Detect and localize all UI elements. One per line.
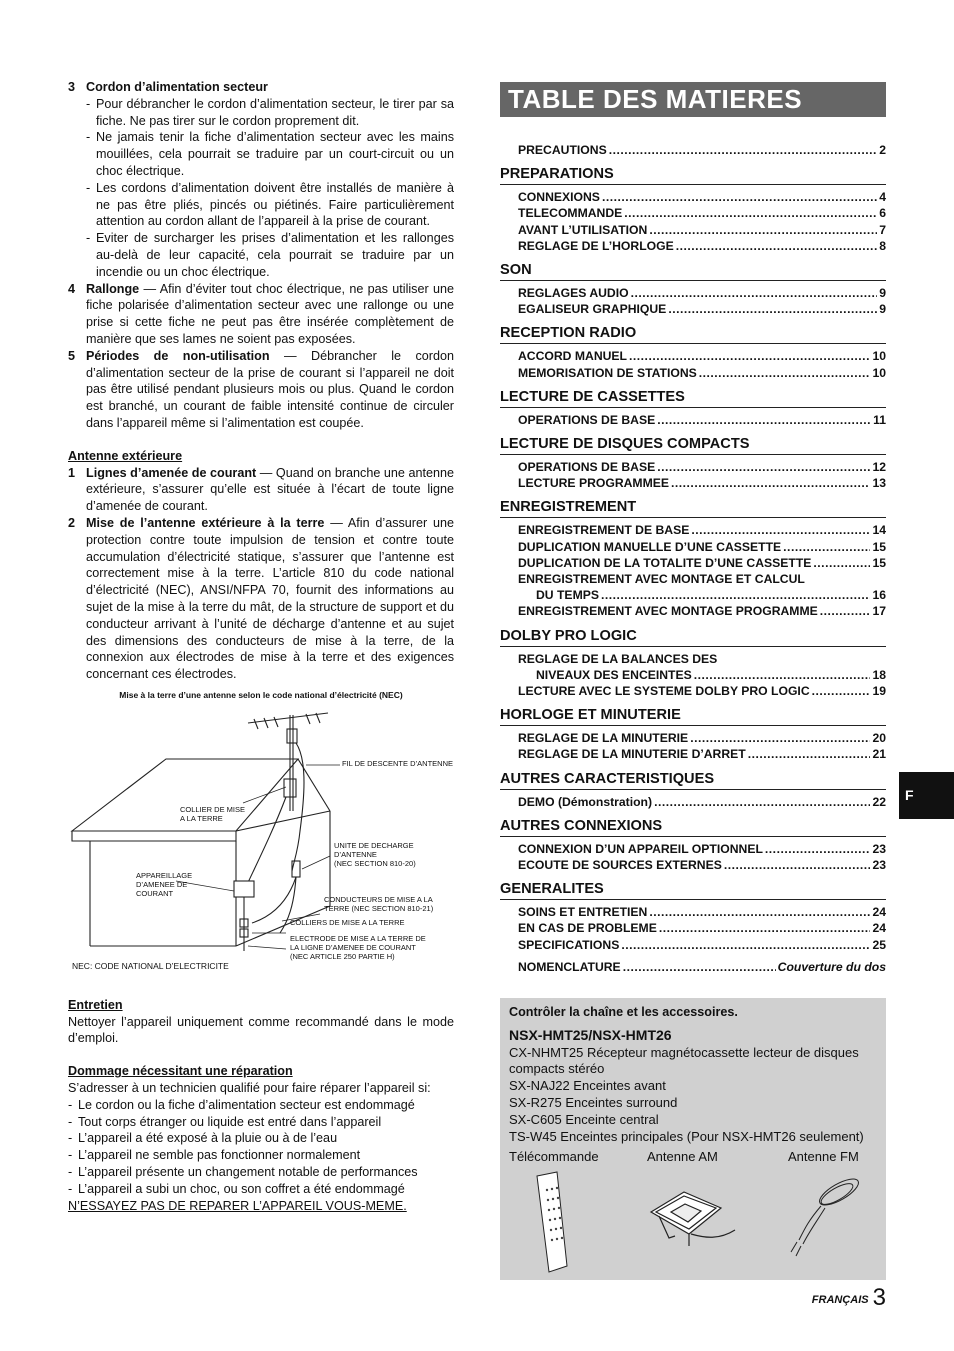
antenne-item-2: 2 Mise de l’antenne extérieure à la terre — Afin d’assurer une protection contre toute impulsion de tension et contre toute accumulation d’électricité statique, s’assurer que l’antenne est correctement mise à la terre. L’article 810 du code national d’électricité (NEC), ANSI/NFPA 70, fournit des informations au sujet de la mise à la terre du mât, de la structure de support et du conducteur arrivant à l’unité de décharge d’antenne et au sujet des dimensions des conducteurs de mise à la terre, de la connexion aux électrodes de mise à la terre et des exigences concernant ces électrodes. (68, 515, 454, 682)
toc-entry[interactable] (500, 365, 886, 381)
accessory-item: SX-R275 Enceintes surround (509, 1094, 678, 1110)
accessory-labels (509, 1149, 877, 1166)
label-appareillage: APPAREILLAGE D’AMENEE DE COURANT (136, 870, 193, 898)
accessories-box (500, 998, 886, 1280)
model-name: NSX-HMT25/NSX-HMT26 (509, 1026, 672, 1043)
toc-entry-page: 13 (872, 476, 886, 491)
toc-entry[interactable] (500, 539, 886, 555)
toc-entry-label: CONNEXIONS (518, 190, 600, 205)
label-antenne-am: Antenne AM (647, 1149, 718, 1165)
toc-entry[interactable] (500, 730, 886, 746)
toc-entry-label: EGALISEUR GRAPHIQUE (518, 302, 667, 317)
toc-entry-page: 6 (879, 206, 886, 221)
toc-entry-precautions[interactable]: PRECAUTIONS ..... 2 (500, 142, 886, 158)
toc-section-heading: LECTURE DE CASSETTES (500, 388, 886, 408)
toc-entry-label: LECTURE PROGRAMMEE (518, 476, 669, 491)
toc-entry-page: 15 (872, 555, 886, 570)
dommage-bullet (68, 1130, 454, 1147)
toc-entry-label: OPERATIONS DE BASE (518, 412, 656, 427)
label-antenne-fm: Antenne FM (788, 1149, 859, 1165)
accessory-item: TS-W45 Enceintes principales (Pour NSX-HMT26 seulement) (509, 1128, 864, 1144)
label-fil-descente: FIL DE DESCENTE D’ANTENNE (342, 758, 453, 768)
toc-section-heading: AUTRES CARACTERISTIQUES (500, 770, 886, 790)
toc-entry-page: 22 (872, 794, 886, 809)
toc-entry-page: 19 (872, 684, 886, 699)
toc-entry[interactable] (500, 794, 886, 810)
toc-entry-label: ENREGISTREMENT DE BASE (518, 523, 690, 538)
toc-entry-page: 15 (872, 539, 886, 554)
bullet-dash: - (68, 1114, 73, 1129)
bullet-text: L’appareil a subi un choc, ou son coffret a été endommagé (78, 1181, 405, 1196)
language-tab[interactable]: F (899, 772, 954, 819)
bullet-text: Le cordon ou la fiche d’alimentation secteur est endommagé (78, 1097, 415, 1112)
toc-entry-page: 8 (879, 238, 886, 253)
bullet-text: Ne jamais tenir la fiche d’alimentation secteur avec les mains mouillées, cela pourrait se traduire par un court-circuit ou un choc électrique. (96, 130, 454, 178)
bullet-dash: - (68, 1148, 73, 1163)
toc-entry-label: ENREGISTREMENT AVEC MONTAGE ET CALCUL (518, 572, 805, 587)
bullet-dash: - (68, 1097, 73, 1112)
item-5: 5 Périodes de non-utilisation — Débrancher le cordon d’alimentation secteur de la prise de courant si l’appareil ne doit pas être utilisé pendant plusieurs mois ou plus. Quand le cordon est branché, un courant de faible intensité continue de circuler dans l’appareil même si l’alimentation est coupée. (68, 348, 455, 430)
toc-entry[interactable] (500, 857, 886, 873)
toc-entry[interactable] (500, 412, 886, 428)
bullet-text: L’appareil a été exposé à la pluie ou à de l’eau (78, 1131, 338, 1146)
label-telecommande: Télécommande (509, 1149, 599, 1165)
toc-entry-label: OPERATIONS DE BASE (518, 460, 656, 475)
toc-entry-page: 16 (872, 588, 886, 603)
dommage-warning: N’ESSAYEZ PAS DE REPARER L’APPAREIL VOUS-MEME. (68, 1198, 407, 1213)
bullet-dash: - (86, 96, 91, 111)
antenna-grounding-figure (68, 689, 454, 989)
left-column (68, 79, 454, 1214)
toc-sections (500, 165, 886, 953)
toc-entry[interactable] (500, 603, 886, 619)
toc-entry[interactable] (500, 189, 886, 205)
toc-entry-page: 14 (872, 523, 886, 538)
label-conducteurs: CONDUCTEURS DE MISE A LA TERRE (NEC SECTION 810-21) (324, 894, 434, 913)
bullet-dash: - (68, 1131, 73, 1146)
accessory-item: SX-C605 Enceinte central (509, 1111, 659, 1127)
toc-entry-label: SOINS ET ENTRETIEN (518, 905, 648, 920)
toc-section-heading: RECEPTION RADIO (500, 324, 886, 344)
toc-entry-label: REGLAGE DE LA MINUTERIE (518, 731, 689, 746)
bullet-dash: - (86, 130, 91, 145)
toc-entry-page: 17 (872, 604, 886, 619)
toc-entry[interactable] (500, 348, 886, 364)
toc-entry-page: 18 (872, 667, 886, 682)
bullet-dash: - (68, 1165, 73, 1180)
toc-entry-page: 7 (879, 222, 886, 237)
toc-entry-label: DUPLICATION DE LA TOTALITE D’UNE CASSETTE (518, 555, 812, 570)
toc-entry-label: LECTURE AVEC LE SYSTEME DOLBY PRO LOGIC (518, 684, 810, 699)
toc-entry-label: CONNEXION D’UN APPAREIL OPTIONNEL (518, 841, 763, 856)
toc-entry-page: 23 (872, 841, 886, 856)
toc-entry-page: 11 (873, 412, 886, 427)
toc-section-heading: ENREGISTREMENT (500, 498, 886, 518)
toc-entry[interactable] (500, 222, 886, 238)
toc-entry-page: 25 (872, 937, 886, 952)
toc-entry[interactable] (500, 475, 886, 491)
toc-entry[interactable] (500, 904, 886, 920)
bullet-dash: - (86, 231, 91, 246)
dommage-intro: S’adresser à un technicien qualifié pour faire réparer l’appareil si: (68, 1081, 431, 1096)
toc-entry[interactable] (500, 522, 886, 538)
toc-entry[interactable] (500, 746, 886, 762)
toc-entry[interactable] (500, 205, 886, 221)
toc-entry-label: REGLAGE DE L’HORLOGE (518, 238, 674, 253)
footer-language: FRANÇAIS (811, 1294, 869, 1306)
dommage-bullet (68, 1181, 454, 1198)
label-collier: COLLIER DE MISE A LA TERRE (180, 804, 246, 823)
dommage-heading: Dommage nécessitant une réparation (68, 1064, 293, 1079)
toc-column (500, 82, 886, 975)
toc-entry[interactable] (500, 587, 886, 603)
figure-caption: Mise à la terre d’une antenne selon le code national d’électricité (NEC) (119, 689, 403, 700)
toc-entry-label: ACCORD MANUEL (518, 349, 628, 364)
item-3-bullet (86, 180, 454, 230)
toc-entry-label: ECOUTE DE SOURCES EXTERNES (518, 858, 722, 873)
bullet-text: Pour débrancher le cordon d’alimentation secteur, le tirer par sa fiche. Ne pas tirer sur le cordon proprement dit. (96, 96, 454, 128)
bullet-text: L’appareil ne semble pas fonctionner normalement (78, 1148, 361, 1163)
toc-entry-page: 9 (879, 302, 886, 317)
toc-entry-label: REGLAGE DE LA BALANCES DES (518, 651, 718, 666)
accessory-illustrations (509, 1168, 877, 1278)
toc-entry-label: DUPLICATION MANUELLE D’UNE CASSETTE (518, 539, 782, 554)
dommage-bullets (68, 1097, 454, 1198)
toc-entry[interactable] (500, 459, 886, 475)
toc-entry-page: 20 (872, 731, 886, 746)
toc-entry-line1[interactable] (500, 571, 886, 587)
toc-entry[interactable] (500, 683, 886, 699)
toc-entry-line1[interactable] (500, 651, 886, 667)
dommage-bullet (68, 1114, 454, 1131)
toc-entry[interactable] (500, 301, 886, 317)
label-colliers: COLLIERS DE MISE A LA TERRE (290, 917, 405, 927)
fm-antenna-icon (791, 1174, 862, 1256)
item-3-title: Cordon d’alimentation secteur (86, 80, 268, 94)
toc-entry-page: 23 (872, 858, 886, 873)
toc-entry[interactable] (500, 285, 886, 301)
dommage-bullet (68, 1097, 454, 1114)
toc-entry[interactable] (500, 667, 886, 683)
remote-control-icon (537, 1172, 567, 1272)
item-3-bullets (86, 96, 454, 281)
bullet-text: Eviter de surcharger les prises d’alimentation et les rallonges au-delà de leur capacité, cela pourrait se traduire par un incendie ou un choc électrique. (96, 231, 454, 279)
toc-entry-label: DEMO (Démonstration) (518, 794, 653, 809)
dommage-bullet (68, 1164, 454, 1181)
bullet-dash: - (86, 180, 91, 195)
bullet-dash: - (68, 1181, 73, 1196)
antenne-heading: Antenne extérieure (68, 448, 183, 463)
bullet-text: L’appareil présente un changement notable de performances (78, 1165, 418, 1180)
antenne-item-1: 1 Lignes d’amenée de courant — Quand on branche une antenne extérieure, s’assurer qu’elle est située à l’écart de toute ligne d’amenée de courant. (68, 465, 454, 514)
toc-entry-page: 9 (879, 286, 886, 301)
toc-entry-page: 24 (872, 921, 886, 936)
toc-entry-label: DU TEMPS (536, 588, 599, 603)
toc-entry-page: 4 (879, 190, 886, 205)
toc-section-heading: LECTURE DE DISQUES COMPACTS (500, 435, 886, 455)
toc-entry-label: REGLAGE DE LA MINUTERIE D’ARRET (518, 747, 746, 762)
entretien-heading: Entretien (68, 997, 123, 1012)
toc-entry[interactable] (500, 937, 886, 953)
toc-entry[interactable] (500, 555, 886, 571)
toc-entry-page: 10 (872, 365, 886, 380)
toc-section-heading: PREPARATIONS (500, 165, 886, 185)
toc-entry-page: 12 (872, 460, 886, 475)
page-footer (812, 1284, 886, 1312)
toc-entry-label: SPECIFICATIONS (518, 937, 620, 952)
am-antenna-icon (651, 1192, 735, 1246)
toc-entry-page: 24 (872, 905, 886, 920)
toc-entry-label: AVANT L’UTILISATION (518, 222, 648, 237)
toc-entry-label: NIVEAUX DES ENCEINTES (536, 667, 692, 682)
page-number: 3 (872, 1284, 886, 1311)
toc-entry-nomenclature[interactable]: NOMENCLATURE ..... Couverture du dos (500, 959, 886, 975)
bullet-text: Tout corps étranger ou liquide est entré dans l’appareil (78, 1114, 382, 1129)
toc-entry[interactable] (500, 238, 886, 254)
toc-entry[interactable] (500, 841, 886, 857)
item-3: 3 Cordon d’alimentation secteur - Pour débrancher le cordon d’alimentation secteur, le tirer par sa fiche. Ne pas tirer sur le cordon proprement dit. - Ne jamais tenir la fiche d’alimentation secteur avec les mains mouillées, cela pourrait se traduire par un court-circuit ou un choc électrique. - Les cordons d’alimentation doivent être installés de manière à ne pas être pliés, pincés ou piétinés. Faire particulièrement attention au cordon allant de l’appareil à la prise de courant. - Eviter de surcharger les prises d’alimentation et les rallonges au-delà de leur capacité, cela pourrait se traduire par un incendie ou un choc électrique. (68, 80, 454, 279)
toc-section-heading: HORLOGE ET MINUTERIE (500, 706, 886, 726)
toc-section-heading: DOLBY PRO LOGIC (500, 627, 886, 647)
dommage-bullet (68, 1147, 454, 1164)
entretien-text: Nettoyer l’appareil uniquement comme recommandé dans le mode d’emploi. (68, 1014, 454, 1046)
item-3-bullet (86, 129, 454, 179)
toc-entry-label: TELECOMMANDE (518, 206, 623, 221)
toc-section-heading: SON (500, 261, 886, 281)
toc-section-heading: GENERALITES (500, 880, 886, 900)
toc-title: TABLE DES MATIERES (500, 82, 886, 117)
toc-section-heading: AUTRES CONNEXIONS (500, 817, 886, 837)
accessories-heading: Contrôler la chaîne et les accessoires. (509, 1005, 738, 1019)
toc-entry-label: REGLAGES AUDIO (518, 286, 629, 301)
toc-entry-page: 21 (872, 747, 886, 762)
label-nec: NEC: CODE NATIONAL D’ELECTRICITE (72, 960, 229, 971)
item-3-bullet (86, 230, 454, 280)
toc-entry-label: ENREGISTREMENT AVEC MONTAGE PROGRAMME (518, 604, 818, 619)
toc-entry-label: MEMORISATION DE STATIONS (518, 365, 697, 380)
item-3-bullet (86, 96, 454, 130)
accessory-item: CX-NHMT25 Récepteur magnétocassette lecteur de disques compacts stéréo (509, 1044, 859, 1077)
toc-entry[interactable] (500, 920, 886, 936)
toc-entry-page: 10 (872, 349, 886, 364)
item-4: 4 Rallonge — Afin d’éviter tout choc électrique, ne pas utiliser une fiche polarisée d’alimentation secteur avec une rallonge ou une prise si cette fiche ne peut pas être insérée complètement de manière que ses lames ne soient pas exposées. (68, 281, 454, 346)
bullet-text: Les cordons d’alimentation doivent être installés de manière à ne pas être pliés, pincés ou piétinés. Faire particulièrement attention au cordon allant de l’appareil à la prise de courant. (96, 180, 454, 229)
label-electrode: ELECTRODE DE MISE A LA TERRE DE LA LIGNE D’AMENEE DE COURANT (NEC ARTICLE 250 PARTIE H) (290, 933, 426, 961)
accessories-list (509, 1045, 877, 1146)
label-unite-decharge: UNITE DE DECHARGE D’ANTENNE (NEC SECTION 810-20) (334, 840, 416, 868)
toc-entry-label: EN CAS DE PROBLEME (518, 921, 657, 936)
accessory-item: SX-NAJ22 Enceintes avant (509, 1078, 666, 1094)
